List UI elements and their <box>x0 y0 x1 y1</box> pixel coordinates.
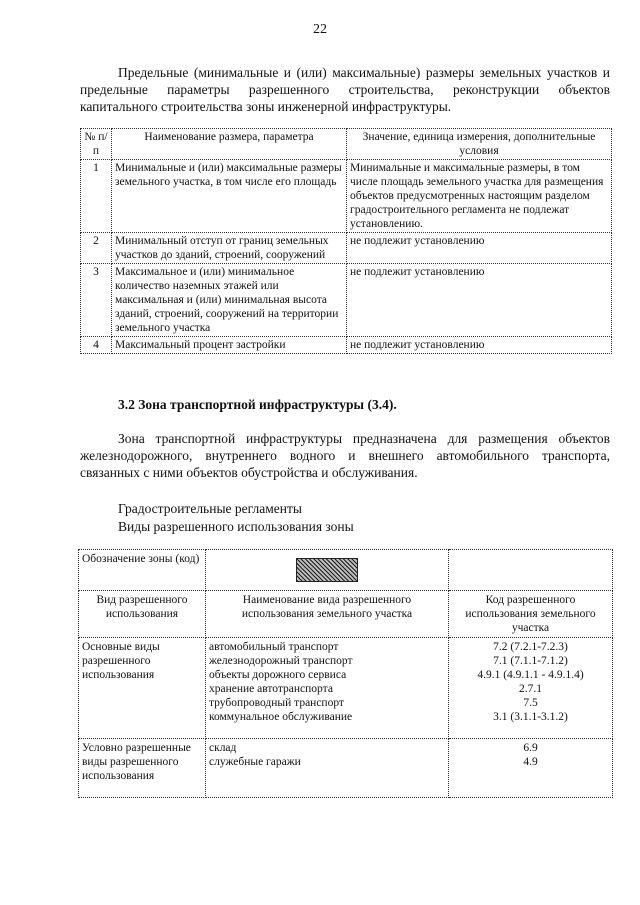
zone-code-row <box>79 550 613 591</box>
list-item: автомобильный транспорт <box>209 641 339 653</box>
table-row <box>81 264 612 337</box>
header-use-name: Наименование вида разрешенного использования земельного участка <box>206 591 449 638</box>
list-item: 2.7.1 <box>519 683 542 695</box>
parameters-table <box>80 128 612 354</box>
intro-paragraph <box>80 64 610 115</box>
zone-code-cell <box>206 550 449 591</box>
list-item: трубопроводный транспорт <box>209 697 344 709</box>
list-item: хранение автотранспорта <box>209 683 333 695</box>
main-codes-list <box>449 638 613 739</box>
header-use-code: Код разрешенного использования земельного участка <box>449 591 613 638</box>
row-num: 1 <box>81 160 112 233</box>
table-row <box>81 337 612 354</box>
list-item: склад <box>209 742 237 754</box>
table-header-row <box>79 591 613 638</box>
table-header-row <box>81 129 612 160</box>
regulations-heading <box>80 500 610 517</box>
list-item: железнодорожный транспорт <box>209 655 353 667</box>
table-row <box>81 160 612 233</box>
table-row <box>79 638 613 739</box>
main-uses-label: Основные виды разрешенного использования <box>79 638 206 739</box>
intro-paragraph-text: Предельные (минимальные и (или) максимальные) размеры земельных участков и предельные параметры разрешенного строительства, реконструкции объектов капитального строительства зоны инженерной инфраструктуры. <box>80 65 610 114</box>
zone-label: Обозначение зоны (код) <box>79 550 206 591</box>
row-value: не подлежит установлению <box>347 264 612 337</box>
table-row <box>79 739 613 798</box>
row-name: Максимальный процент застройки <box>112 337 347 354</box>
row-value: не подлежит установлению <box>347 337 612 354</box>
list-item: 4.9.1 (4.9.1.1 - 4.9.1.4) <box>477 669 584 681</box>
section-heading: 3.2 Зона транспортной инфраструктуры (3.4). <box>118 397 397 412</box>
regulations-line: Градостроительные регламенты <box>118 501 302 516</box>
row-name: Максимальное и (или) минимальное количество наземных этажей или максимальная и (или) минимальная высота зданий, строений, сооружений на территории земельного участка <box>112 264 347 337</box>
list-item: 7.1 (7.1.1-7.1.2) <box>493 655 568 667</box>
row-value: Минимальные и максимальные размеры, в том числе площадь земельного участка для размещения объектов предусмотренных настоящим разделом градостроительного регламента не подлежат установлению. <box>347 160 612 233</box>
table-row <box>81 233 612 264</box>
row-num: 3 <box>81 264 112 337</box>
row-name: Минимальные и (или) максимальные размеры земельного участка, в том числе его площадь <box>112 160 347 233</box>
conditional-uses-list <box>206 739 449 798</box>
uses-line: Виды разрешенного использования зоны <box>118 519 354 534</box>
row-value: не подлежит установлению <box>347 233 612 264</box>
zone-code-mark <box>296 558 358 582</box>
list-item: 6.9 <box>523 742 538 754</box>
header-num: № п/п <box>81 129 112 160</box>
uses-table <box>78 549 613 798</box>
row-num: 4 <box>81 337 112 354</box>
row-name: Минимальный отступ от границ земельных участков до зданий, строений, сооружений <box>112 233 347 264</box>
list-item: 4.9 <box>523 756 538 768</box>
header-value: Значение, единица измерения, дополнительные условия <box>347 129 612 160</box>
zone-paragraph-text: Зона транспортной инфраструктуры предназначена для размещения объектов железнодорожного, внутреннего водного и внешнего автомобильного транспорта, связанных с ними объектов обустройства и обслуживания. <box>80 431 610 480</box>
zone-empty-cell <box>449 550 613 591</box>
list-item: объекты дорожного сервиса <box>209 669 347 681</box>
list-item: 3.1 (3.1.1-3.1.2) <box>493 711 568 723</box>
uses-heading <box>80 518 610 535</box>
list-item: служебные гаражи <box>209 756 301 768</box>
main-uses-list <box>206 638 449 739</box>
conditional-uses-label: Условно разрешенные виды разрешенного использования <box>79 739 206 798</box>
list-item: 7.5 <box>523 697 538 709</box>
conditional-codes-list <box>449 739 613 798</box>
page-number: 22 <box>313 22 327 37</box>
list-item: 7.2 (7.2.1-7.2.3) <box>493 641 568 653</box>
header-use-type: Вид разрешенного использования <box>79 591 206 638</box>
list-item: коммунальное обслуживание <box>209 711 353 723</box>
zone-paragraph <box>80 430 610 481</box>
header-name: Наименование размера, параметра <box>112 129 347 160</box>
row-num: 2 <box>81 233 112 264</box>
